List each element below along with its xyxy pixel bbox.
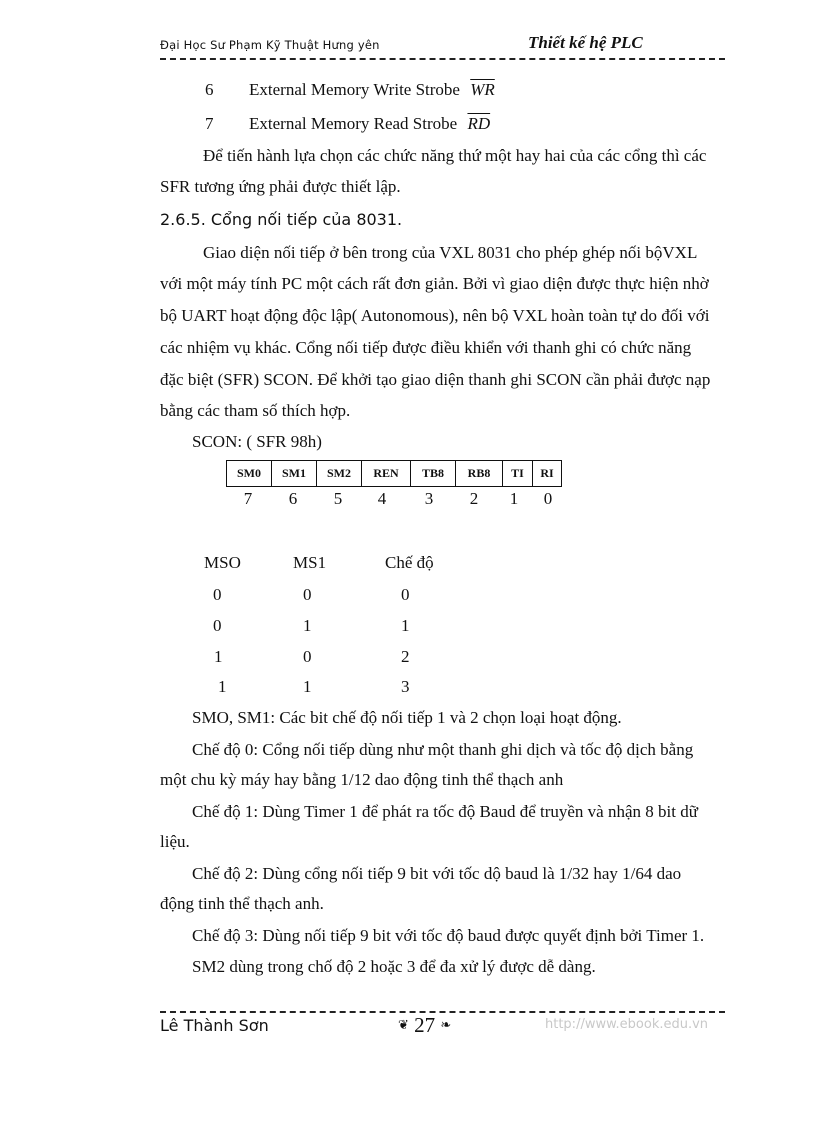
scon-bit-number: 1: [509, 489, 519, 508]
header-divider: [160, 58, 725, 60]
scon-bit-cell: TB8: [411, 461, 456, 487]
paragraph-line: liệu.: [160, 832, 190, 851]
header-document-title: Thiết kế hệ PLC: [528, 33, 643, 52]
paragraph-line: bộ UART hoạt động độc lập( Autonomous), nên bộ VXL hoàn toàn tự do đối với: [160, 306, 710, 325]
paragraph-line: bằng các tham số thích hợp.: [160, 401, 351, 420]
paragraph-line: SFR tương ứng phải được thiết lập.: [160, 177, 401, 196]
mode-table-cell: 1: [401, 616, 410, 635]
list-number-7: 7: [205, 114, 214, 133]
mode-table-cell: 1: [303, 616, 312, 635]
scon-bit-number: 5: [333, 489, 343, 508]
mode-table-cell: 0: [401, 585, 410, 604]
list-item-7: [249, 114, 490, 134]
mode-table-cell: 0: [213, 585, 222, 604]
mode-table-cell: 0: [213, 616, 222, 635]
scon-bit-cell: SM2: [317, 461, 362, 487]
wr-signal: $\overline{WR}$: [470, 80, 495, 99]
scon-bit-cell: RI: [533, 461, 562, 487]
scon-bit-number: 2: [469, 489, 479, 508]
mode-table-cell: 0: [303, 585, 312, 604]
scon-bit-cell: REN: [362, 461, 411, 487]
scon-register-table: [226, 460, 562, 487]
list-item-7-text: External Memory Read Strobe: [249, 114, 458, 133]
mode-table-cell: 3: [401, 677, 410, 696]
ornament-left-icon: ❦: [398, 1017, 409, 1032]
paragraph-line: SM2 dùng trong chố độ 2 hoặc 3 để đa xử lý được dễ dàng.: [192, 957, 596, 976]
paragraph-line: Chế độ 1: Dùng Timer 1 để phát ra tốc độ Baud để truyền và nhận 8 bit dữ: [192, 802, 698, 821]
footer-author: Lê Thành Sơn: [160, 1016, 269, 1035]
mode-table-cell: 1: [303, 677, 312, 696]
paragraph-line: Chế độ 3: Dùng nối tiếp 9 bit với tốc độ baud được quyết định bởi Timer 1.: [192, 926, 705, 945]
ornament-right-icon: ❧: [440, 1017, 452, 1032]
paragraph-line: Chế độ 0: Cổng nối tiếp dùng như một thanh ghi dịch và tốc độ dịch bằng: [192, 740, 694, 759]
mode-table-cell: 0: [303, 647, 312, 666]
paragraph-line: các nhiệm vụ khác. Cổng nối tiếp được điều khiển với thanh ghi có chức năng: [160, 338, 692, 357]
list-item-6: [249, 80, 495, 100]
scon-bit-number: 3: [424, 489, 434, 508]
scon-bit-cell: SM0: [227, 461, 272, 487]
paragraph-line: Giao diện nối tiếp ở bên trong của VXL 8031 cho phép ghép nối bộVXL: [203, 243, 698, 262]
mode-table-cell: 2: [401, 647, 410, 666]
mode-table-header: Chế độ: [385, 553, 434, 572]
paragraph-line: SMO, SM1: Các bit chế độ nối tiếp 1 và 2 chọn loại hoạt động.: [192, 708, 622, 727]
mode-table-header: MSO: [204, 553, 241, 572]
scon-bit-cell: TI: [503, 461, 533, 487]
paragraph-line: Chế độ 2: Dùng cổng nối tiếp 9 bit với tốc dộ baud là 1/32 hay 1/64 dao: [192, 864, 682, 883]
paragraph-line: đặc biệt (SFR) SCON. Để khởi tạo giao diện thanh ghi SCON cần phải được nạp: [160, 370, 711, 389]
paragraph-line: một chu kỳ máy hay bằng 1/12 dao động tinh thể thạch anh: [160, 770, 564, 789]
scon-bit-number: 4: [377, 489, 387, 508]
scon-label: SCON: ( SFR 98h): [192, 432, 322, 451]
scon-bit-cell: SM1: [272, 461, 317, 487]
list-number-6: 6: [205, 80, 214, 99]
mode-table-cell: 1: [218, 677, 227, 696]
footer-url: http://www.ebook.edu.vn: [545, 1017, 709, 1032]
mode-table-header: MS1: [293, 553, 327, 572]
footer-page-number: [398, 1013, 451, 1038]
scon-bit-number: 7: [243, 489, 253, 508]
list-item-6-text: External Memory Write Strobe: [249, 80, 460, 99]
paragraph-line: Để tiến hành lựa chọn các chức năng thứ một hay hai của các cổng thì các: [203, 146, 707, 165]
scon-bit-number: 6: [288, 489, 298, 508]
scon-bit-cell: RB8: [456, 461, 503, 487]
section-heading: 2.6.5. Cổng nối tiếp của 8031.: [160, 210, 403, 229]
paragraph-line: với một máy tính PC một cách rất đơn giản. Bởi vì giao diện được thực hiện nhờ: [160, 274, 709, 293]
header-institution: Đại Học Sư Phạm Kỹ Thuật Hưng yên: [160, 38, 380, 52]
paragraph-line: động tinh thể thạch anh.: [160, 894, 324, 913]
scon-bit-number: 0: [543, 489, 553, 508]
mode-table-cell: 1: [214, 647, 223, 666]
page-number: 27: [414, 1013, 436, 1037]
rd-signal: $\overline{RD}$: [467, 114, 491, 133]
